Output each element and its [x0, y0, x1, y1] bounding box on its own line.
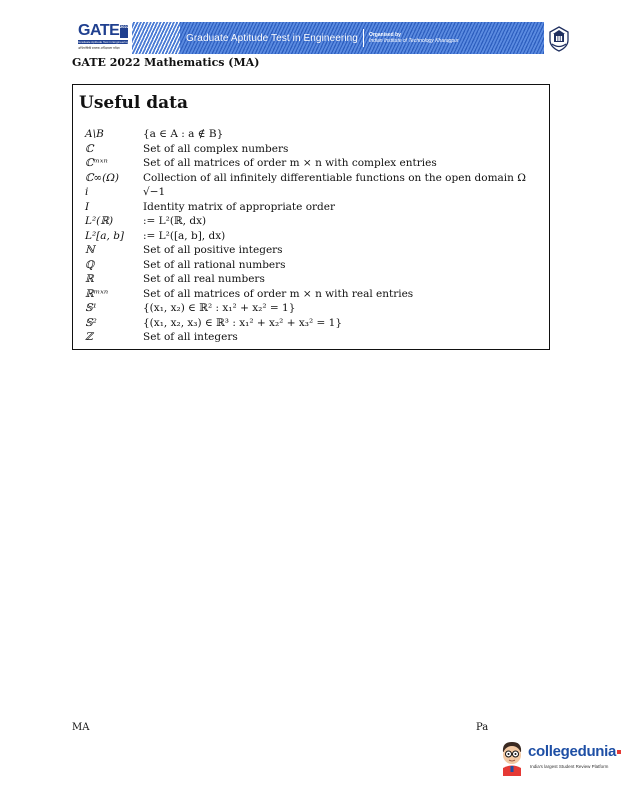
notation-symbol: ℚ	[85, 258, 95, 271]
notation-row	[85, 171, 545, 186]
notation-symbol: i	[85, 186, 89, 198]
notation-row	[85, 127, 545, 142]
notation-description: Set of all integers	[143, 331, 238, 343]
notation-description: Identity matrix of appropriate order	[143, 200, 335, 213]
notation-description: {(x₁, x₂, x₃) ∈ ℝ³ : x₁² + x₂² + x₃² = 1}	[143, 316, 343, 329]
collegedunia-name: collegedunia	[528, 743, 617, 760]
notation-description: Set of all matrices of order m × n with real entries	[143, 287, 414, 300]
banner-stripe-bar	[180, 22, 544, 54]
organised-by-body: Indian Institute of Technology Kharagpur	[368, 38, 459, 44]
notation-row	[85, 272, 545, 287]
notation-description: Collection of all infinitely differentiable functions on the open domain Ω	[143, 171, 526, 184]
collegedunia-mascot-icon	[498, 740, 526, 776]
notation-symbol: ℤ	[85, 331, 93, 343]
notation-symbol: 𝕊¹	[85, 302, 97, 314]
useful-data-heading: Useful data	[79, 93, 189, 113]
notation-row	[85, 330, 545, 345]
gate-logo-tagline: अभियांत्रिकी स्नातक अभिक्षमता परीक्षा	[78, 46, 120, 50]
notation-row	[85, 200, 545, 215]
banner-title: Graduate Aptitude Test in Engineering	[186, 32, 358, 44]
notation-description: Set of all positive integers	[143, 244, 283, 256]
collegedunia-tagline: India's largest Student Review Platform	[530, 764, 609, 769]
notation-row	[85, 301, 545, 316]
notation-symbol: ℝ	[85, 273, 94, 285]
notation-symbol: A\B	[85, 128, 104, 140]
notation-table	[85, 127, 545, 345]
notation-row	[85, 142, 545, 157]
notation-description: := L²(ℝ, dx)	[143, 215, 207, 227]
footer-page-label: Pa	[476, 722, 489, 733]
notation-symbol: ℂ	[85, 142, 94, 155]
notation-row	[85, 229, 545, 244]
gate-logo	[76, 22, 132, 54]
notation-symbol: 𝕊²	[85, 316, 97, 329]
notation-symbol: L²[a, b]	[85, 229, 125, 242]
notation-description: √−1	[143, 186, 166, 198]
gate-logo-year: 2022	[120, 25, 128, 38]
notation-description: Set of all complex numbers	[143, 142, 289, 155]
iit-kharagpur-emblem-icon	[548, 26, 570, 52]
notation-row	[85, 287, 545, 302]
gate-logo-text: GATE	[78, 22, 120, 39]
notation-symbol: ℂ∞(Ω)	[85, 171, 120, 184]
notation-description: Set of all rational numbers	[143, 258, 286, 271]
notation-symbol: ℕ	[85, 244, 95, 256]
notation-symbol: I	[85, 200, 90, 213]
notation-description: {(x₁, x₂) ∈ ℝ² : x₁² + x₂² = 1}	[143, 302, 296, 314]
banner-stripes-decoration	[132, 22, 180, 54]
notation-row	[85, 156, 545, 171]
organised-by	[369, 32, 459, 44]
collegedunia-wordmark	[528, 743, 621, 760]
header-banner	[76, 22, 544, 54]
exam-title: GATE 2022 Mathematics (MA)	[72, 56, 260, 69]
notation-description: := L²([a, b], dx)	[143, 229, 226, 242]
wordmark-dot-icon	[617, 750, 621, 754]
organised-by-heading: Organised by	[368, 32, 401, 38]
useful-data-box	[72, 84, 550, 350]
notation-row	[85, 185, 545, 200]
notation-row	[85, 258, 545, 273]
notation-description: {a ∈ A : a ∉ B}	[143, 128, 224, 140]
notation-description: Set of all real numbers	[143, 273, 265, 285]
notation-symbol: L²(ℝ)	[85, 215, 114, 227]
notation-row	[85, 214, 545, 229]
notation-symbol: ℂᵐˣⁿ	[85, 157, 108, 169]
footer-paper-code: MA	[72, 722, 90, 733]
notation-row	[85, 243, 545, 258]
notation-symbol: ℝᵐˣⁿ	[85, 287, 109, 300]
banner-divider	[363, 29, 364, 47]
notation-row	[85, 316, 545, 331]
notation-description: Set of all matrices of order m × n with complex entries	[143, 157, 437, 169]
gate-logo-subtitle: Graduate Aptitude Test in Engineering	[78, 40, 129, 44]
